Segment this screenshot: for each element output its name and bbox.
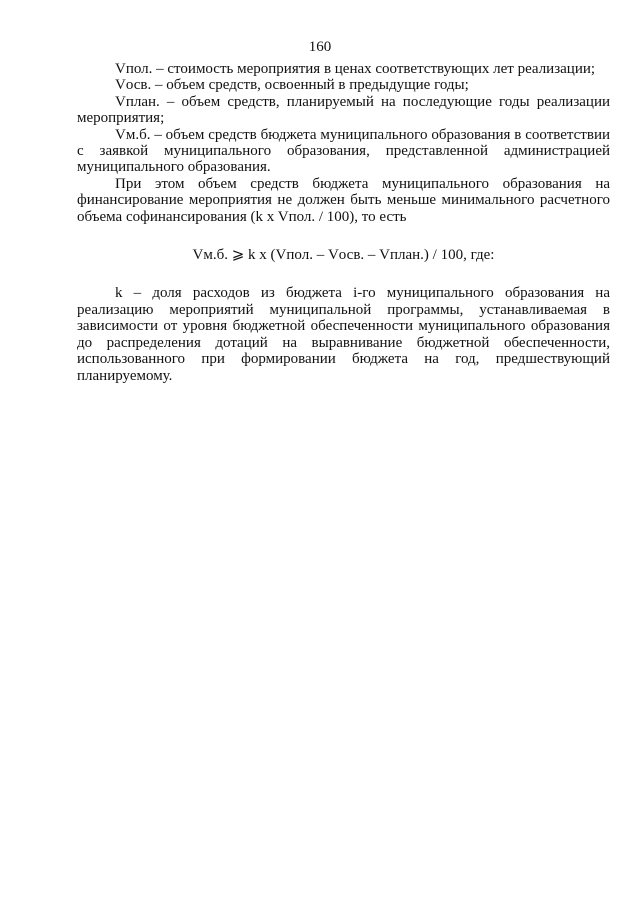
definition-v-pol: Vпол. – стоимость мероприятия в ценах соответствующих лет реализации; (115, 61, 596, 77)
definition-v-mb: Vм.б. – объем средств бюджета муниципального образования в соответствии с заявкой муниципального образования, представленной администрацией муниципального образования. (77, 126, 610, 176)
page-number: 160 (308, 39, 332, 55)
definition-v-osv: Vосв. – объем средств, освоенный в предыдущие годы; (115, 77, 469, 94)
document-body (77, 61, 610, 384)
condition-paragraph: При этом объем средств бюджета муниципального образования на финансирование мероприятия не должен быть меньше минимального расчетного объема софинансирования (k x Vпол. / 100), то есть (77, 175, 610, 225)
formula: Vм.б. ⩾ k x (Vпол. – Vосв. – Vплан.) / 100, где: (192, 247, 495, 264)
definition-k: k – доля расходов из бюджета i-го муниципального образования на реализацию мероприятий муниципальной программы, устанавливаемая в зависимости от уровня бюджетной обеспеченности муниципального образования до распределения дотаций на выравнивание бюджетной обеспеченности, использованного при формировании бюджета на год, предшествующий планируемому. (77, 285, 610, 384)
definition-v-plan: Vплан. – объем средств, планируемый на последующие годы реализации мероприятия; (77, 93, 610, 127)
